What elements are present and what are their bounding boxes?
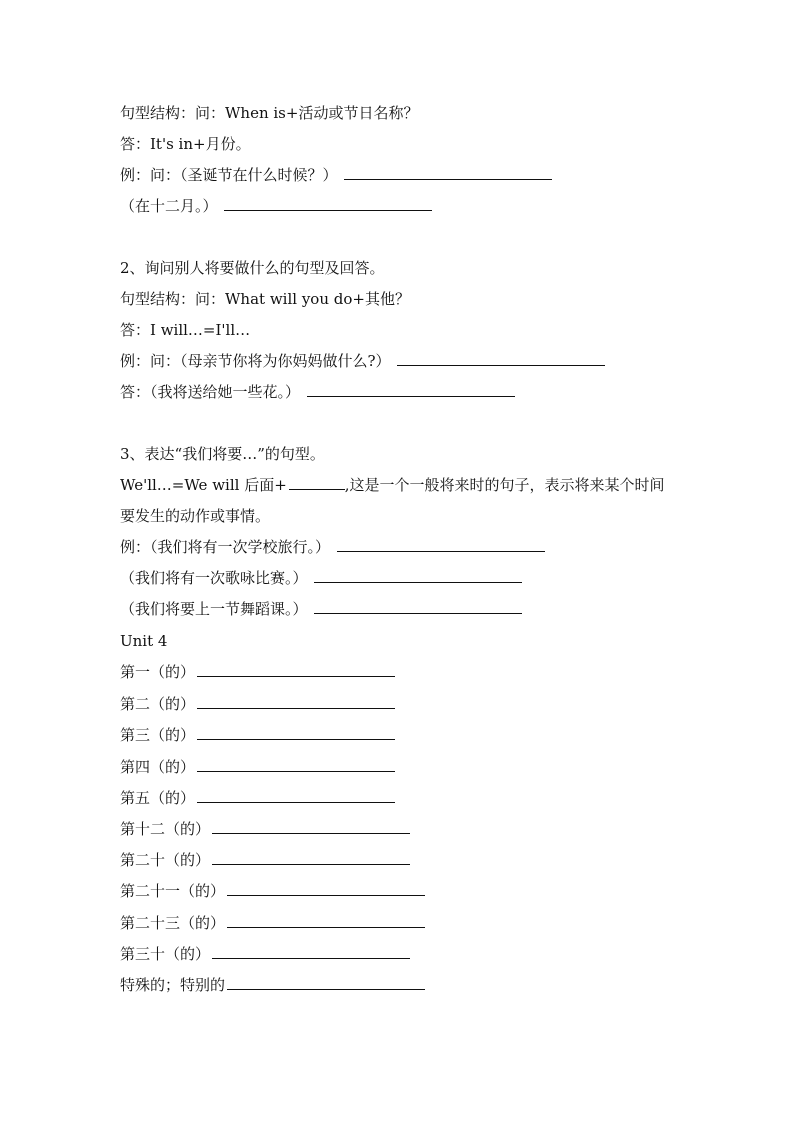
answer-blank[interactable]	[227, 913, 425, 928]
vocab-item	[120, 913, 425, 933]
example-question-text: 例：问：（圣诞节在什么时候？）	[120, 166, 338, 184]
example-question-text: 例：问：（母亲节你将为你妈妈做什么?）	[120, 352, 391, 370]
example-3	[120, 599, 522, 619]
description-text-a: We'll…=We will 后面+	[120, 476, 287, 494]
vocab-prompt: 第二十（的）	[120, 851, 211, 869]
section-heading-text: 2、询问别人将要做什么的句型及回答。	[120, 259, 385, 277]
answer-blank[interactable]	[397, 351, 605, 366]
example-text: 例：（我们将有一次学校旅行。）	[120, 538, 331, 556]
example-text: （我们将有一次歌咏比赛。）	[120, 569, 308, 587]
section-heading-2	[120, 258, 385, 278]
answer-text: 答：I will…=I'll…	[120, 321, 251, 339]
example-text: （我们将要上一节舞蹈课。）	[120, 600, 308, 618]
vocab-prompt: 第二（的）	[120, 695, 196, 713]
structure-text: 句型结构：问：When is+活动或节日名称？	[120, 104, 419, 122]
answer-blank[interactable]	[314, 568, 522, 583]
vocab-item	[120, 975, 425, 995]
vocab-item	[120, 662, 395, 682]
vocab-prompt: 第三十（的）	[120, 945, 211, 963]
answer-blank[interactable]	[289, 475, 345, 490]
example-answer-2	[120, 382, 515, 402]
description-line-2	[120, 506, 270, 526]
vocab-prompt: 第五（的）	[120, 789, 196, 807]
structure-line-1	[120, 103, 418, 123]
description-text-b: ,这是一个一般将来时的句子，表示将来某个时间	[344, 476, 665, 494]
vocab-item	[120, 944, 410, 964]
answer-blank[interactable]	[197, 725, 395, 740]
structure-text: 句型结构：问：What will you do+其他？	[120, 290, 410, 308]
answer-text: 答：It's in+月份。	[120, 135, 251, 153]
vocab-item	[120, 881, 425, 901]
example-question-2	[120, 351, 605, 371]
answer-blank[interactable]	[212, 850, 410, 865]
answer-line-1	[120, 134, 251, 154]
answer-blank[interactable]	[212, 944, 410, 959]
vocab-prompt: 第二十一（的）	[120, 882, 226, 900]
answer-blank[interactable]	[307, 382, 515, 397]
vocab-prompt: 第四（的）	[120, 758, 196, 776]
answer-blank[interactable]	[197, 662, 395, 677]
answer-blank[interactable]	[197, 757, 395, 772]
example-question-1	[120, 165, 552, 185]
unit-title-text: Unit 4	[120, 632, 168, 650]
unit-title	[120, 631, 167, 651]
description-line-1	[120, 475, 665, 495]
answer-blank[interactable]	[212, 819, 410, 834]
answer-blank[interactable]	[227, 881, 425, 896]
vocab-prompt: 第三（的）	[120, 726, 196, 744]
answer-line-2	[120, 320, 250, 340]
example-answer-text: （在十二月。）	[120, 197, 218, 215]
answer-blank[interactable]	[337, 537, 545, 552]
vocab-item	[120, 788, 395, 808]
vocab-item	[120, 725, 395, 745]
vocab-prompt: 第十二（的）	[120, 820, 211, 838]
answer-blank[interactable]	[197, 788, 395, 803]
example-answer-text: 答：（我将送给她一些花。）	[120, 383, 301, 401]
example-answer-1	[120, 196, 432, 216]
section-heading-3	[120, 444, 325, 464]
example-1	[120, 537, 545, 557]
vocab-item	[120, 850, 410, 870]
answer-blank[interactable]	[197, 694, 395, 709]
vocab-prompt: 第一（的）	[120, 663, 196, 681]
vocab-item	[120, 819, 410, 839]
vocab-prompt: 第二十三（的）	[120, 914, 226, 932]
example-2	[120, 568, 522, 588]
vocab-item	[120, 757, 395, 777]
section-heading-text: 3、表达“我们将要…”的句型。	[120, 445, 325, 463]
answer-blank[interactable]	[314, 599, 522, 614]
vocab-prompt: 特殊的；特别的	[120, 976, 226, 994]
description-text-c: 要发生的动作或事情。	[120, 507, 271, 525]
structure-line-2	[120, 289, 410, 309]
answer-blank[interactable]	[227, 975, 425, 990]
answer-blank[interactable]	[224, 196, 432, 211]
vocab-item	[120, 694, 395, 714]
answer-blank[interactable]	[344, 165, 552, 180]
